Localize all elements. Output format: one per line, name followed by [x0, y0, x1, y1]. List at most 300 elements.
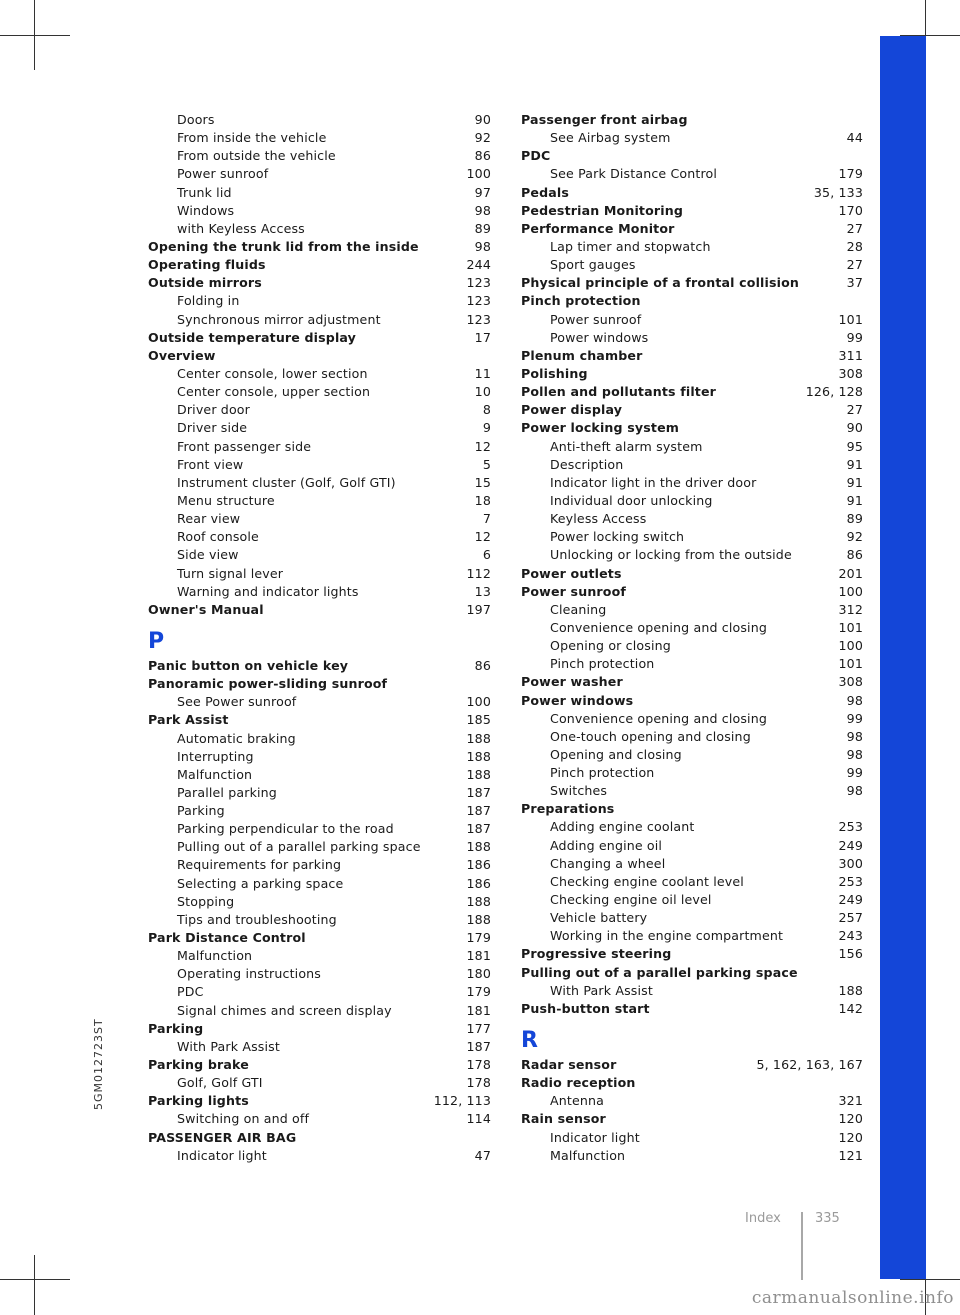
entry-term: Parking perpendicular to the road [177, 821, 394, 837]
index-entry [148, 1020, 491, 1038]
index-entry [521, 111, 863, 129]
footer-divider [801, 1212, 803, 1280]
entry-page-ref[interactable]: 170 [838, 202, 863, 218]
footer-page-number: 335 [815, 1211, 840, 1226]
index-subentry [521, 1129, 863, 1147]
index-tab-bar [880, 36, 926, 1279]
entry-term: Pollen and pollutants filter [521, 384, 717, 400]
entry-page-ref[interactable]: 27 [846, 220, 863, 236]
index-entry [521, 565, 863, 583]
entry-term: From outside the vehicle [177, 148, 336, 164]
entry-term: Plenum chamber [521, 347, 643, 363]
entry-term: Physical principle of a frontal collision [521, 275, 800, 291]
entry-page-ref[interactable]: 99 [846, 329, 863, 345]
index-subentry [521, 764, 863, 782]
index-entry [521, 147, 863, 165]
index-entry [521, 383, 863, 401]
index-subentry [521, 1092, 863, 1110]
entry-term: Power sunroof [177, 166, 269, 182]
entry-page-ref[interactable]: 121 [838, 1147, 863, 1163]
entry-term: See Airbag system [550, 130, 671, 146]
index-subentry [148, 528, 491, 546]
index-entry [521, 274, 863, 292]
entry-term: Front passenger side [177, 438, 312, 454]
entry-term: Changing a wheel [550, 855, 666, 871]
entry-term: See Power sunroof [177, 694, 297, 710]
entry-term: with Keyless Access [177, 220, 305, 236]
index-subentry [148, 1002, 491, 1020]
entry-term: Working in the engine compartment [550, 928, 784, 944]
entry-page-ref[interactable]: 177 [466, 1020, 491, 1036]
index-subentry [148, 820, 491, 838]
entry-term: Sport gauges [550, 257, 636, 273]
index-entry [521, 401, 863, 419]
entry-page-ref[interactable]: 7 [482, 511, 491, 527]
entry-page-ref[interactable]: 188 [466, 911, 491, 927]
entry-page-ref[interactable]: 12 [474, 438, 491, 454]
entry-page-ref[interactable]: 120 [838, 1129, 863, 1145]
index-subentry [148, 492, 491, 510]
index-subentry [521, 129, 863, 147]
entry-term: Parking [148, 1020, 204, 1036]
entry-page-ref[interactable]: 100 [838, 638, 863, 654]
entry-term: Power outlets [521, 565, 622, 581]
entry-page-ref[interactable]: 98 [846, 692, 863, 708]
entry-page-ref[interactable]: 91 [846, 456, 863, 472]
entry-term: Convenience opening and closing [550, 710, 767, 726]
entry-term: Parking [177, 803, 225, 819]
index-subentry [148, 784, 491, 802]
index-subentry [521, 655, 863, 673]
entry-term: Menu structure [177, 492, 275, 508]
entry-term: Operating fluids [148, 257, 266, 273]
index-subentry [521, 855, 863, 873]
entry-page-ref[interactable]: 123 [466, 293, 491, 309]
entry-term: Adding engine oil [550, 837, 663, 853]
crop-mark [0, 1279, 70, 1280]
entry-term: Outside mirrors [148, 275, 262, 291]
index-column-left [148, 111, 491, 1165]
index-subentry [148, 748, 491, 766]
entry-term: Parallel parking [177, 784, 277, 800]
entry-term: Pinch protection [521, 293, 641, 309]
entry-term: Panoramic power-sliding sunroof [148, 676, 388, 692]
entry-page-ref[interactable]: 181 [466, 1002, 491, 1018]
entry-term: Unlocking or locking from the outside [550, 547, 792, 563]
entry-term: Polishing [521, 365, 588, 381]
index-subentry [148, 184, 491, 202]
entry-page-ref[interactable]: 98 [846, 728, 863, 744]
entry-term: Push-button start [521, 1000, 650, 1016]
index-subentry [521, 546, 863, 564]
index-entry [521, 184, 863, 202]
entry-page-ref[interactable]: 92 [474, 130, 491, 146]
entry-page-ref[interactable]: 311 [838, 347, 863, 363]
entry-term: Automatic braking [177, 730, 296, 746]
entry-page-ref[interactable]: 91 [846, 492, 863, 508]
entry-term: Warning and indicator lights [177, 583, 359, 599]
entry-page-ref[interactable]: 11 [474, 365, 491, 381]
index-entry [148, 711, 491, 729]
index-subentry [521, 238, 863, 256]
entry-term: With Park Assist [177, 1038, 280, 1054]
entry-term: Front view [177, 456, 244, 472]
index-subentry [521, 782, 863, 800]
entry-term: Driver side [177, 420, 248, 436]
index-subentry [521, 456, 863, 474]
index-subentry [521, 837, 863, 855]
index-entry [521, 292, 863, 310]
index-subentry [521, 873, 863, 891]
entry-page-ref[interactable]: 300 [838, 855, 863, 871]
index-subentry [521, 311, 863, 329]
entry-term: Power display [521, 402, 623, 418]
index-subentry [521, 728, 863, 746]
index-subentry [148, 220, 491, 238]
entry-page-ref[interactable]: 186 [466, 857, 491, 873]
entry-page-ref[interactable]: 92 [846, 529, 863, 545]
entry-term: Roof console [177, 529, 259, 545]
entry-term: One-touch opening and closing [550, 728, 751, 744]
index-letter-heading: P [148, 628, 165, 654]
index-subentry [521, 165, 863, 183]
entry-term: Parking brake [148, 1057, 249, 1073]
entry-page-ref[interactable]: 98 [474, 238, 491, 254]
index-subentry [148, 129, 491, 147]
index-entry [521, 220, 863, 238]
index-subentry [148, 1147, 491, 1165]
entry-term: Radar sensor [521, 1057, 617, 1073]
index-subentry [148, 165, 491, 183]
index-subentry [521, 619, 863, 637]
entry-page-ref[interactable]: 201 [838, 565, 863, 581]
entry-page-ref[interactable]: 243 [838, 928, 863, 944]
entry-term: Park Distance Control [148, 930, 306, 946]
index-subentry [148, 438, 491, 456]
entry-page-ref[interactable]: 180 [466, 966, 491, 982]
entry-page-ref[interactable]: 114 [466, 1111, 491, 1127]
entry-page-ref[interactable]: 123 [466, 311, 491, 327]
crop-mark [0, 35, 70, 36]
entry-page-ref[interactable]: 178 [466, 1075, 491, 1091]
index-subentry [148, 947, 491, 965]
entry-page-ref[interactable]: 86 [846, 547, 863, 563]
entry-term: Pedestrian Monitoring [521, 202, 684, 218]
entry-term: Pedals [521, 184, 569, 200]
entry-page-ref[interactable]: 187 [466, 821, 491, 837]
entry-page-ref[interactable]: 188 [838, 982, 863, 998]
entry-term: Performance Monitor [521, 220, 675, 236]
entry-page-ref[interactable]: 253 [838, 873, 863, 889]
index-subentry [521, 438, 863, 456]
entry-page-ref[interactable]: 142 [838, 1000, 863, 1016]
entry-page-ref[interactable]: 27 [846, 257, 863, 273]
entry-page-ref[interactable]: 98 [846, 783, 863, 799]
index-entry [521, 1074, 863, 1092]
index-entry [521, 673, 863, 691]
entry-page-ref[interactable]: 187 [466, 803, 491, 819]
entry-term: Rain sensor [521, 1111, 606, 1127]
entry-page-ref[interactable]: 187 [466, 1038, 491, 1054]
entry-page-ref[interactable]: 18 [474, 492, 491, 508]
entry-term: Power locking switch [550, 529, 685, 545]
index-subentry [148, 510, 491, 528]
entry-page-ref[interactable]: 98 [474, 202, 491, 218]
index-entry [521, 800, 863, 818]
index-entry [521, 964, 863, 982]
entry-page-ref[interactable]: 15 [474, 474, 491, 490]
entry-page-ref[interactable]: 197 [466, 601, 491, 617]
entry-term: Overview [148, 347, 216, 363]
entry-term: Indicator light [550, 1129, 640, 1145]
entry-page-ref[interactable]: 308 [838, 365, 863, 381]
entry-page-ref[interactable]: 90 [474, 112, 491, 127]
entry-page-ref[interactable]: 86 [474, 148, 491, 164]
index-subentry [521, 1147, 863, 1165]
entry-page-ref[interactable]: 37 [846, 275, 863, 291]
entry-term: Parking lights [148, 1093, 249, 1109]
index-subentry [148, 474, 491, 492]
entry-page-ref[interactable]: 27 [846, 402, 863, 418]
index-subentry [148, 456, 491, 474]
entry-term: Pulling out of a parallel parking space [177, 839, 421, 855]
index-subentry [148, 730, 491, 748]
crop-mark [34, 0, 35, 70]
index-subentry [521, 474, 863, 492]
index-subentry [521, 710, 863, 728]
entry-page-ref[interactable]: 156 [838, 946, 863, 962]
index-entry [521, 1000, 863, 1018]
entry-page-ref[interactable]: 188 [466, 730, 491, 746]
entry-page-ref[interactable]: 112, 113 [433, 1093, 491, 1109]
entry-page-ref[interactable]: 91 [846, 474, 863, 490]
index-subentry [148, 838, 491, 856]
index-subentry [521, 637, 863, 655]
entry-page-ref[interactable]: 249 [838, 837, 863, 853]
entry-term: Malfunction [177, 766, 253, 782]
index-subentry [148, 875, 491, 893]
entry-term: Center console, lower section [177, 365, 368, 381]
index-subentry [148, 292, 491, 310]
entry-page-ref[interactable]: 101 [838, 619, 863, 635]
footer-section-label: Index [745, 1211, 781, 1226]
entry-page-ref[interactable]: 321 [838, 1093, 863, 1109]
entry-page-ref[interactable]: 5 [482, 456, 491, 472]
entry-page-ref[interactable]: 44 [846, 130, 863, 146]
entry-page-ref[interactable]: 188 [466, 893, 491, 909]
index-entry [148, 929, 491, 947]
index-subentry [148, 583, 491, 601]
entry-term: Cleaning [550, 601, 607, 617]
index-entry [521, 583, 863, 601]
entry-page-ref[interactable]: 123 [466, 275, 491, 291]
entry-term: Selecting a parking space [177, 875, 344, 891]
entry-term: Requirements for parking [177, 857, 342, 873]
entry-page-ref[interactable]: 99 [846, 765, 863, 781]
entry-page-ref[interactable]: 86 [474, 657, 491, 673]
index-entry [148, 601, 491, 619]
entry-page-ref[interactable]: 253 [838, 819, 863, 835]
index-subentry [148, 565, 491, 583]
index-subentry [148, 546, 491, 564]
entry-term: PDC [521, 148, 551, 164]
entry-term: Operating instructions [177, 966, 322, 982]
entry-term: Malfunction [177, 948, 253, 964]
index-subentry [148, 693, 491, 711]
entry-page-ref[interactable]: 89 [474, 220, 491, 236]
entry-term: Progressive steering [521, 946, 672, 962]
entry-term: Power washer [521, 674, 623, 690]
watermark: carmanualsonline.info [751, 1288, 954, 1308]
entry-term: Power sunroof [550, 311, 642, 327]
index-subentry [148, 911, 491, 929]
index-subentry [148, 766, 491, 784]
entry-term: Anti-theft alarm system [550, 438, 703, 454]
entry-term: Malfunction [550, 1147, 626, 1163]
entry-page-ref[interactable]: 35, 133 [813, 184, 863, 200]
index-column-right [521, 111, 863, 1165]
entry-page-ref[interactable]: 179 [466, 984, 491, 1000]
index-subentry [521, 601, 863, 619]
entry-term: Folding in [177, 293, 240, 309]
entry-page-ref[interactable]: 181 [466, 948, 491, 964]
entry-term: Doors [177, 112, 215, 127]
entry-page-ref[interactable]: 126, 128 [805, 384, 863, 400]
entry-page-ref[interactable]: 249 [838, 892, 863, 908]
index-subentry [521, 927, 863, 945]
entry-term: Power sunroof [521, 583, 627, 599]
entry-page-ref[interactable]: 178 [466, 1057, 491, 1073]
entry-term: Stopping [177, 893, 235, 909]
index-subentry [148, 365, 491, 383]
index-subentry [148, 983, 491, 1001]
entry-term: Park Assist [148, 712, 229, 728]
entry-page-ref[interactable]: 97 [474, 184, 491, 200]
entry-term: Lap timer and stopwatch [550, 238, 711, 254]
entry-term: See Park Distance Control [550, 166, 718, 182]
index-letter-heading: R [521, 1028, 538, 1054]
entry-term: Antenna [550, 1093, 605, 1109]
entry-page-ref[interactable]: 98 [846, 746, 863, 762]
index-subentry [148, 893, 491, 911]
entry-page-ref[interactable]: 257 [838, 910, 863, 926]
entry-page-ref[interactable]: 188 [466, 748, 491, 764]
entry-page-ref[interactable]: 101 [838, 656, 863, 672]
entry-term: Opening or closing [550, 638, 671, 654]
index-subentry [148, 111, 491, 129]
entry-page-ref[interactable]: 5, 162, 163, 167 [756, 1057, 863, 1073]
index-entry [521, 1110, 863, 1128]
entry-term: Checking engine oil level [550, 892, 712, 908]
entry-page-ref[interactable]: 17 [474, 329, 491, 345]
entry-term: Adding engine coolant [550, 819, 695, 835]
entry-term: Switches [550, 783, 608, 799]
entry-term: Passenger front airbag [521, 112, 688, 127]
index-subentry [521, 746, 863, 764]
entry-page-ref[interactable]: 95 [846, 438, 863, 454]
entry-term: Power windows [550, 329, 649, 345]
entry-page-ref[interactable]: 188 [466, 766, 491, 782]
index-subentry [521, 256, 863, 274]
index-entry [148, 1092, 491, 1110]
index-entry [148, 657, 491, 675]
entry-page-ref[interactable]: 6 [482, 547, 491, 563]
index-subentry [521, 510, 863, 528]
entry-term: Turn signal lever [177, 565, 284, 581]
index-entry [521, 202, 863, 220]
entry-page-ref[interactable]: 101 [838, 311, 863, 327]
entry-page-ref[interactable]: 312 [838, 601, 863, 617]
entry-page-ref[interactable]: 120 [838, 1111, 863, 1127]
document-code: 5GM012723ST [92, 1018, 105, 1110]
entry-term: Side view [177, 547, 239, 563]
entry-term: Driver door [177, 402, 250, 418]
entry-page-ref[interactable]: 99 [846, 710, 863, 726]
entry-term: PDC [177, 984, 204, 1000]
entry-term: Tips and troubleshooting [177, 911, 337, 927]
entry-page-ref[interactable]: 89 [846, 511, 863, 527]
index-subentry [148, 965, 491, 983]
entry-term: Pulling out of a parallel parking space [521, 964, 798, 980]
entry-term: Outside temperature display [148, 329, 357, 345]
entry-page-ref[interactable]: 100 [466, 166, 491, 182]
entry-page-ref[interactable]: 13 [474, 583, 491, 599]
index-subentry [148, 401, 491, 419]
entry-page-ref[interactable]: 8 [482, 402, 491, 418]
index-entry [148, 1056, 491, 1074]
crop-mark [34, 1255, 35, 1315]
index-entry [521, 419, 863, 437]
entry-page-ref[interactable]: 47 [474, 1147, 491, 1163]
entry-page-ref[interactable]: 90 [846, 420, 863, 436]
entry-page-ref[interactable]: 179 [466, 930, 491, 946]
entry-page-ref[interactable]: 244 [466, 257, 491, 273]
index-subentry [521, 329, 863, 347]
index-entry [521, 1056, 863, 1074]
entry-page-ref[interactable]: 187 [466, 784, 491, 800]
entry-term: Power windows [521, 692, 634, 708]
index-entry [148, 347, 491, 365]
entry-page-ref[interactable]: 185 [466, 712, 491, 728]
entry-term: Instrument cluster (Golf, Golf GTI) [177, 474, 396, 490]
entry-page-ref[interactable]: 179 [838, 166, 863, 182]
entry-term: With Park Assist [550, 982, 653, 998]
index-entry [521, 365, 863, 383]
entry-term: Center console, upper section [177, 384, 371, 400]
entry-page-ref[interactable]: 28 [846, 238, 863, 254]
entry-term: Opening the trunk lid from the inside [148, 238, 419, 254]
index-subentry [148, 1038, 491, 1056]
entry-page-ref[interactable]: 9 [482, 420, 491, 436]
entry-term: Radio reception [521, 1075, 636, 1091]
entry-page-ref[interactable]: 10 [474, 384, 491, 400]
entry-term: Indicator light in the driver door [550, 474, 757, 490]
entry-page-ref[interactable]: 186 [466, 875, 491, 891]
index-subentry [148, 147, 491, 165]
entry-term: Checking engine coolant level [550, 873, 744, 889]
entry-page-ref[interactable]: 12 [474, 529, 491, 545]
entry-page-ref[interactable]: 100 [838, 583, 863, 599]
entry-term: Pinch protection [550, 765, 655, 781]
entry-term: Convenience opening and closing [550, 619, 767, 635]
entry-page-ref[interactable]: 308 [838, 674, 863, 690]
index-subentry [521, 891, 863, 909]
index-subentry [521, 982, 863, 1000]
entry-page-ref[interactable]: 188 [466, 839, 491, 855]
entry-page-ref[interactable]: 112 [466, 565, 491, 581]
entry-page-ref[interactable]: 100 [466, 694, 491, 710]
entry-term: Switching on and off [177, 1111, 310, 1127]
